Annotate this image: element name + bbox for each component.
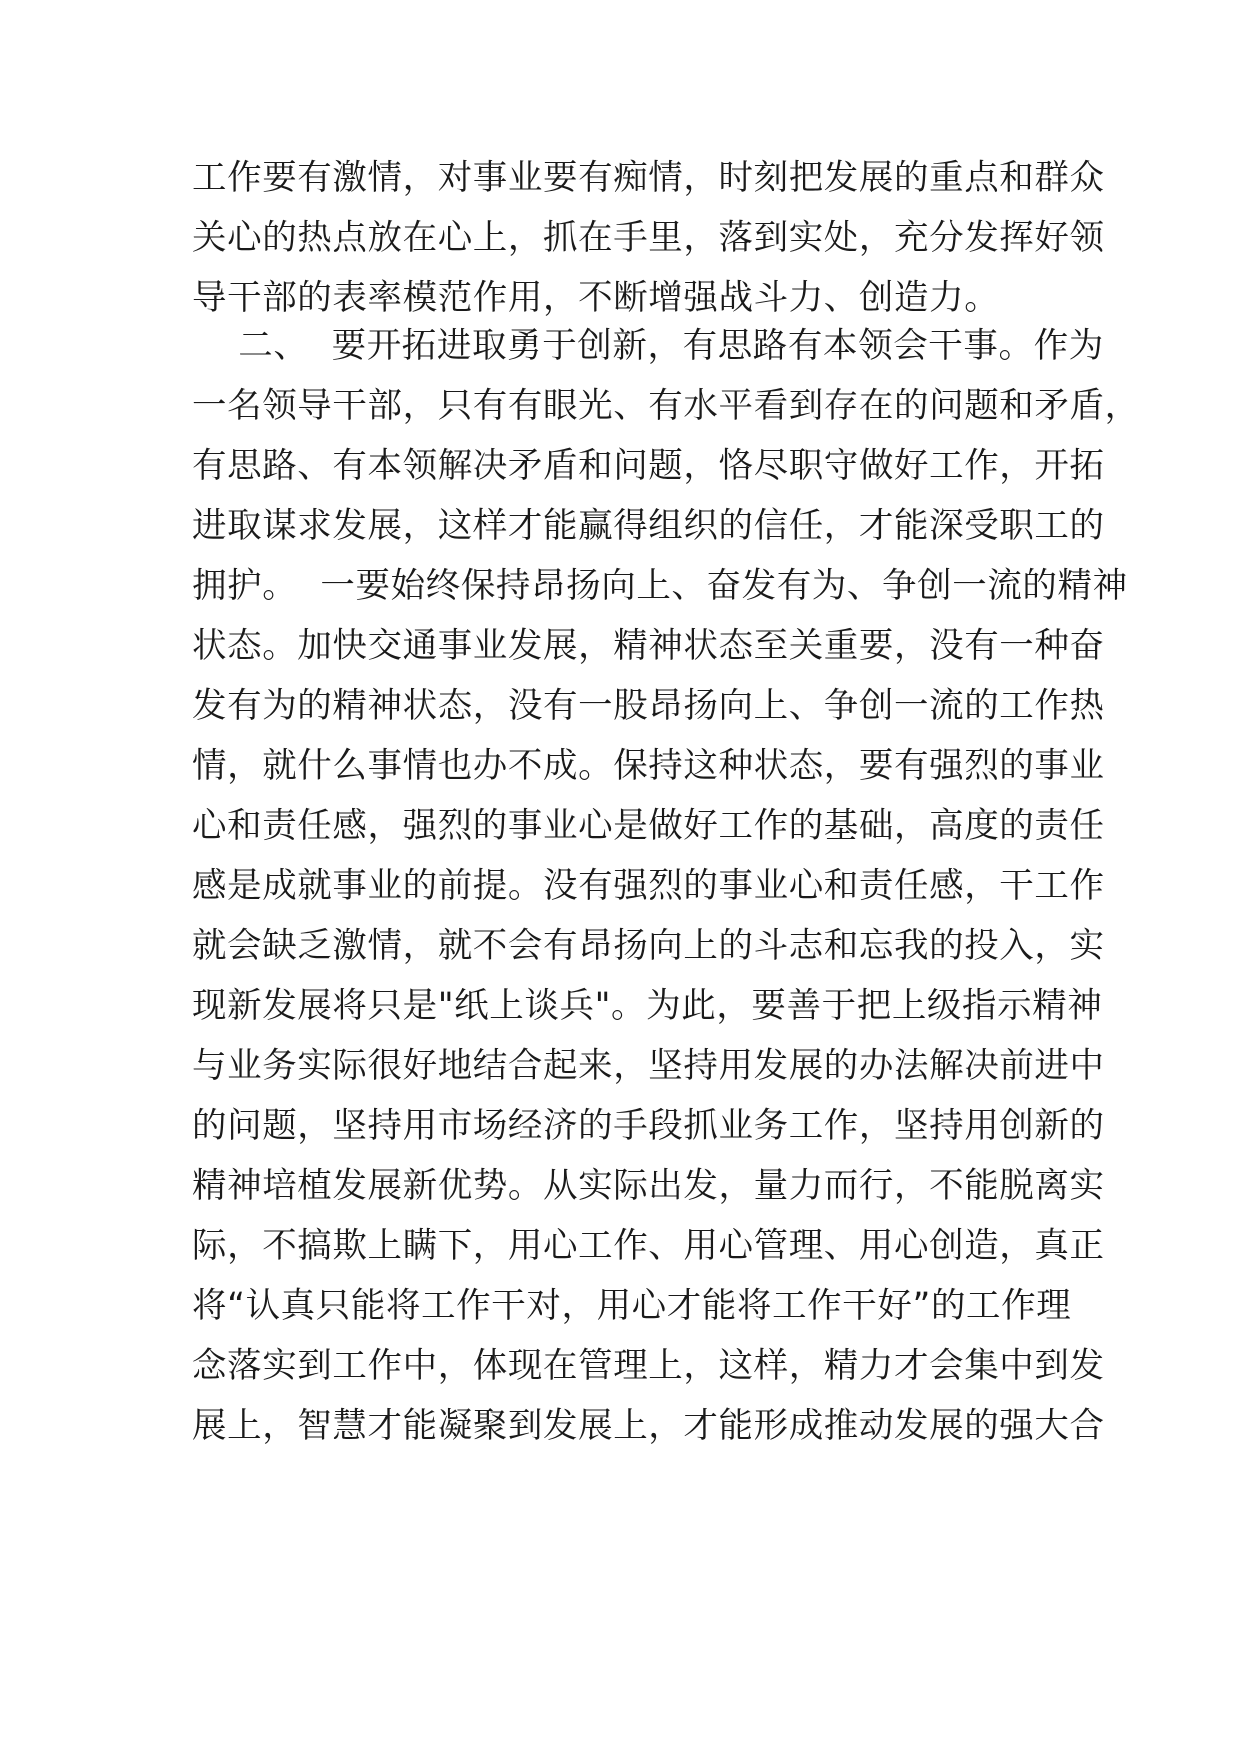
paragraph-continuation	[192, 148, 1105, 328]
text-line: 精神培植发展新优势。从实际出发，量力而行，不能脱离实	[192, 1166, 1105, 1206]
text-line: 与业务实际很好地结合起来，坚持用发展的办法解决前进中	[192, 1046, 1105, 1086]
text-line: 一名领导干部，只有有眼光、有水平看到存在的问题和矛盾，	[192, 386, 1140, 426]
section-heading-line: 二、 要开拓进取勇于创新，有思路有本领会干事。作为	[192, 326, 1104, 366]
text-line: 际，不搞欺上瞒下，用心工作、用心管理、用心创造，真正	[192, 1226, 1105, 1266]
text-line: 将“认真只能将工作干对，用心才能将工作干好”的工作理	[192, 1286, 1072, 1326]
text-line: 拥护。 一要始终保持昂扬向上、奋发有为、争创一流的精神	[192, 566, 1128, 606]
text-line: 状态。加快交通事业发展，精神状态至关重要，没有一种奋	[192, 626, 1105, 666]
text-line: 念落实到工作中，体现在管理上，这样，精力才会集中到发	[192, 1346, 1105, 1386]
text-line: 展上，智慧才能凝聚到发展上，才能形成推动发展的强大合	[192, 1406, 1105, 1446]
text-line: 发有为的精神状态，没有一股昂扬向上、争创一流的工作热	[192, 686, 1105, 726]
text-line: 进取谋求发展，这样才能赢得组织的信任，才能深受职工的	[192, 506, 1105, 546]
text-line: 就会缺乏激情，就不会有昂扬向上的斗志和忘我的投入，实	[192, 926, 1105, 966]
text-line: 心和责任感，强烈的事业心是做好工作的基础，高度的责任	[192, 806, 1105, 846]
text-line: 有思路、有本领解决矛盾和问题，恪尽职守做好工作，开拓	[192, 446, 1105, 486]
text-line: 的问题，坚持用市场经济的手段抓业务工作，坚持用创新的	[192, 1106, 1105, 1146]
text-line: 工作要有激情，对事业要有痴情，时刻把发展的重点和群众	[192, 158, 1105, 198]
text-line: 情，就什么事情也办不成。保持这种状态，要有强烈的事业	[192, 746, 1105, 786]
text-line: 导干部的表率模范作用，不断增强战斗力、创造力。	[192, 278, 1000, 318]
text-line: 现新发展将只是"纸上谈兵"。为此，要善于把上级指示精神	[192, 986, 1103, 1026]
text-line: 关心的热点放在心上，抓在手里，落到实处，充分发挥好领	[192, 218, 1105, 258]
paragraph-section-2	[192, 316, 1140, 1456]
text-line: 感是成就事业的前提。没有强烈的事业心和责任感，干工作	[192, 866, 1105, 906]
